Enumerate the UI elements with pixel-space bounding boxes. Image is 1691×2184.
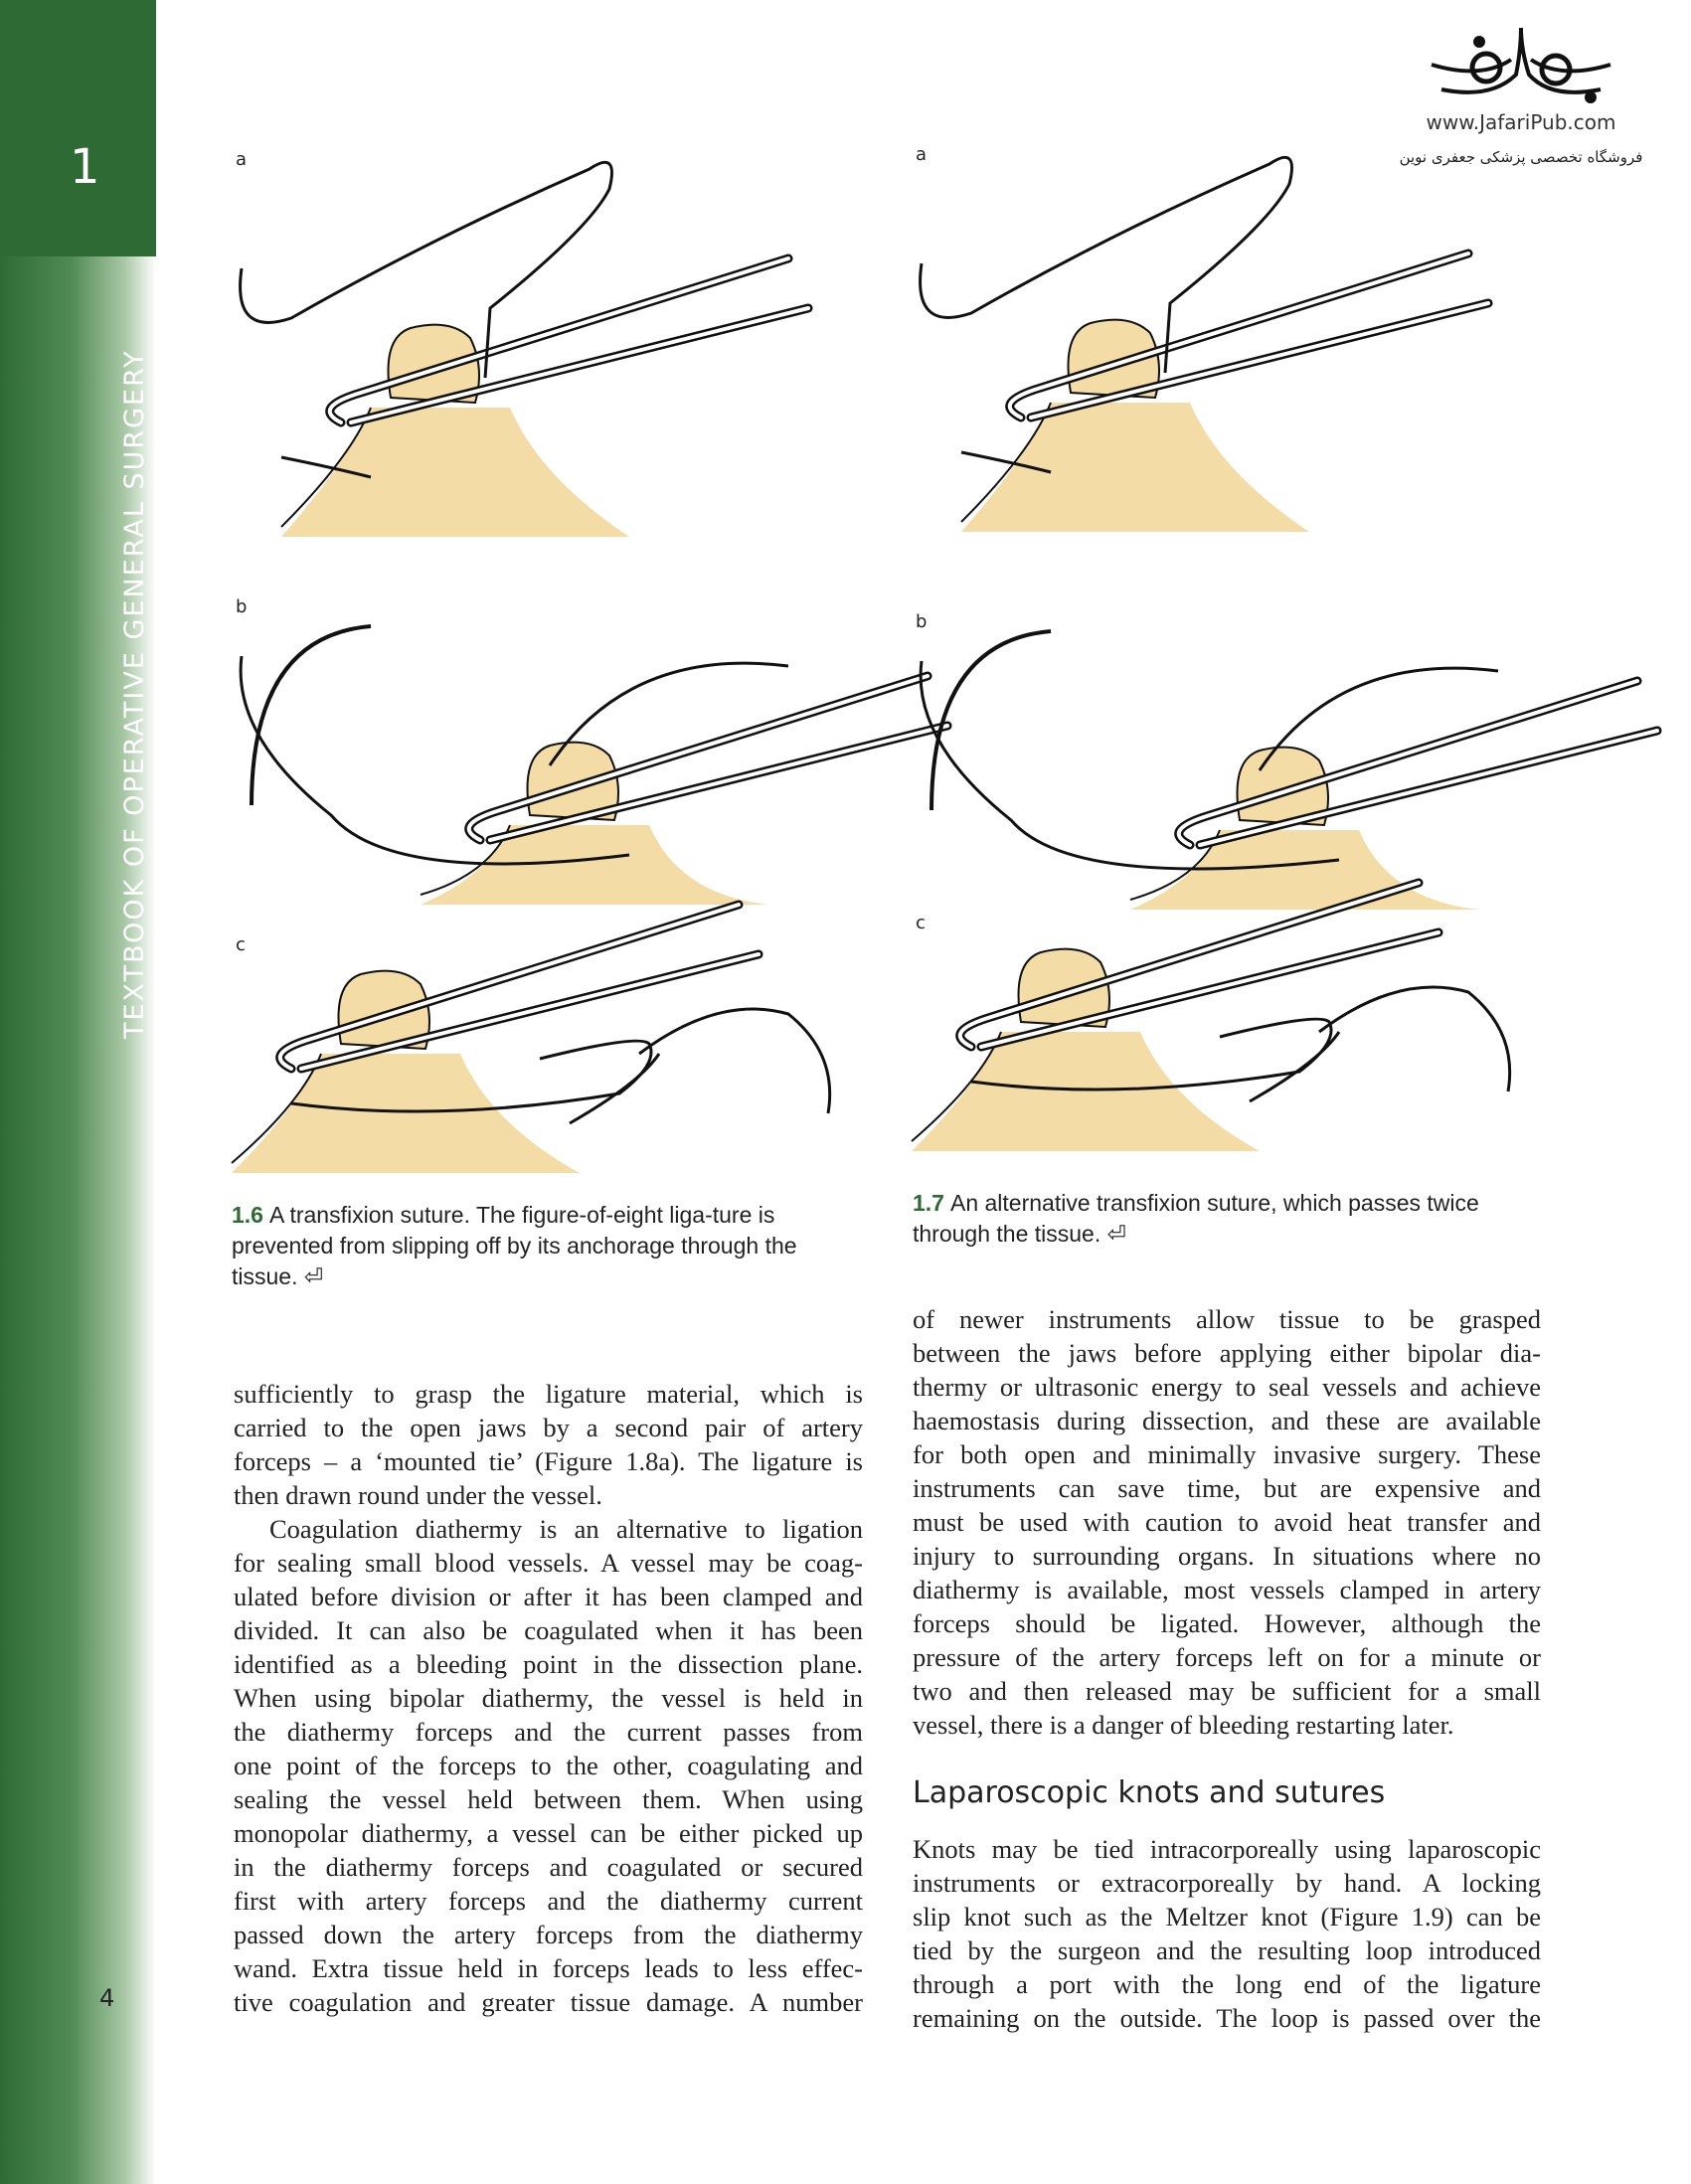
body-text-line: between the jaws before applying either bipolar dia- (913, 1338, 1541, 1368)
body-text-line: pressure of the artery forceps left on for a minute or (913, 1642, 1541, 1672)
tissue-base (281, 408, 629, 537)
body-text-line: of newer instruments allow tissue to be grasped (913, 1304, 1541, 1334)
chapter-number: 1 (70, 139, 100, 195)
suture-illustration (912, 913, 1548, 1151)
suture-illustration (912, 144, 1548, 532)
panel-label: b (236, 596, 248, 617)
body-text-line: thermy or ultrasonic energy to seal vessels and achieve (913, 1372, 1541, 1402)
body-text-line: remaining on the outside. The loop is passed over the (913, 2003, 1541, 2033)
body-text-line: vessel, there is a danger of bleeding restarting later. (913, 1710, 1454, 1740)
body-text-line: carried to the open jaws by a second pair of artery (234, 1413, 863, 1442)
suture-illustration (232, 596, 868, 905)
body-text-line: forceps – a ‘mounted tie’ (Figure 1.8a). The ligature is (234, 1446, 863, 1476)
body-text-line: for sealing small blood vessels. A vessel may be coag- (234, 1548, 863, 1578)
body-text-line: first with artery forceps and the diathermy current (234, 1886, 863, 1916)
figure-1-6-panel-b (232, 596, 868, 905)
body-column-left (234, 1377, 863, 2019)
body-text-line: must be used with caution to avoid heat transfer and (913, 1507, 1541, 1537)
caption-text: A transfixion suture. The figure-of-eight liga-ture is prevented from slipping off by its anchorage through the tissue. ⏎ (232, 1202, 797, 1289)
suture-illustration (232, 149, 868, 537)
spine-title: TEXTBOOK OF OPERATIVE GENERAL SURGERY (119, 349, 150, 1039)
caption-number: 1.7 (913, 1190, 944, 1216)
body-text-line: divided. It can also be coagulated when it has been (234, 1615, 863, 1645)
figure-1-7-caption (913, 1188, 1539, 1250)
body-text-line: instruments or extracorporeally by hand. A locking (913, 1868, 1541, 1898)
tissue-base (961, 403, 1309, 532)
needle (931, 631, 1051, 810)
needle (252, 626, 371, 805)
figure-1-7-panel-c (912, 913, 1548, 1151)
body-text-line: one point of the forceps to the other, coagulating and (234, 1751, 863, 1780)
body-text-line: Knots may be tied intracorporeally using laparoscopic (913, 1834, 1541, 1864)
caption-number: 1.6 (232, 1202, 263, 1228)
body-text-line: tied by the surgeon and the resulting loop introduced (913, 1935, 1541, 1965)
tissue-base (232, 1054, 580, 1173)
logo-url: www.JafariPub.com (1426, 110, 1616, 134)
section-heading: Laparoscopic knots and sutures (913, 1775, 1386, 1810)
panel-label: a (916, 144, 928, 165)
body-text-line: monopolar diathermy, a vessel can be either picked up (234, 1818, 863, 1848)
body-text-line: for both open and minimally invasive surgery. These (913, 1439, 1541, 1469)
suture-illustration (232, 934, 868, 1173)
body-text-line: passed down the artery forceps from the diathermy (234, 1920, 863, 1949)
caption-text: An alternative transfixion suture, which passes twice through the tissue. ⏎ (913, 1190, 1479, 1247)
chapter-sidebar (0, 0, 156, 2184)
figure-1-7-panel-a (912, 144, 1548, 532)
body-text-line: then drawn round under the vessel. (234, 1480, 602, 1510)
body-text-line: Coagulation diathermy is an alternative to ligation (269, 1514, 863, 1544)
body-text-line: two and then released may be sufficient for a small (913, 1676, 1541, 1706)
body-text-line: through a port with the long end of the ligature (913, 1969, 1541, 1999)
body-text-line: haemostasis during dissection, and these are available (913, 1406, 1541, 1435)
body-text-line: in the diathermy forceps and coagulated or secured (234, 1852, 863, 1882)
suture-illustration (912, 611, 1548, 910)
body-text-line: tive coagulation and greater tissue damage. A number (234, 1987, 863, 2017)
body-text-line: instruments can save time, but are expensive and (913, 1473, 1541, 1503)
figure-1-6-caption (232, 1200, 848, 1292)
body-text-line: identified as a bleeding point in the dissection plane. (234, 1649, 863, 1679)
figure-1-7-panel-b (912, 611, 1548, 910)
panel-label: c (236, 934, 246, 955)
body-text-line: wand. Extra tissue held in forceps leads to less effec- (234, 1953, 863, 1983)
body-text-line: injury to surrounding organs. In situations where no (913, 1541, 1541, 1571)
body-text-line: diathermy is available, most vessels clamped in artery (913, 1575, 1541, 1604)
body-text-line: the diathermy forceps and the current passes from (234, 1717, 863, 1747)
figure-of-eight-knot (570, 1054, 659, 1123)
panel-label: c (916, 913, 926, 933)
suture-thread (921, 661, 1498, 869)
body-text-line: forceps should be ligated. However, although the (913, 1608, 1541, 1638)
logo-tagline: فروشگاه تخصصی پزشکی جعفری نوین (1399, 148, 1643, 166)
panel-label: a (236, 149, 248, 170)
body-text-line: sufficiently to grasp the ligature material, which is (234, 1379, 863, 1409)
page-number: 4 (99, 1984, 115, 2012)
figure-1-6-panel-c (232, 934, 868, 1173)
body-text-line: When using bipolar diathermy, the vessel is held in (234, 1683, 863, 1713)
tissue-base (912, 1032, 1260, 1151)
figure-1-6-panel-a (232, 149, 868, 537)
body-column-right-2 (913, 1832, 1541, 2035)
body-text-line: ulated before division or after it has been clamped and (234, 1582, 863, 1611)
body-text-line: slip knot such as the Meltzer knot (Figure 1.9) can be (913, 1902, 1541, 1932)
panel-label: b (916, 611, 928, 632)
chapter-block (0, 0, 156, 256)
body-text-line: sealing the vessel held between them. When using (234, 1784, 863, 1814)
figure-of-eight-knot (1250, 1032, 1339, 1101)
body-column-right (913, 1302, 1541, 1742)
calligraphy-logo-icon (1422, 20, 1620, 109)
